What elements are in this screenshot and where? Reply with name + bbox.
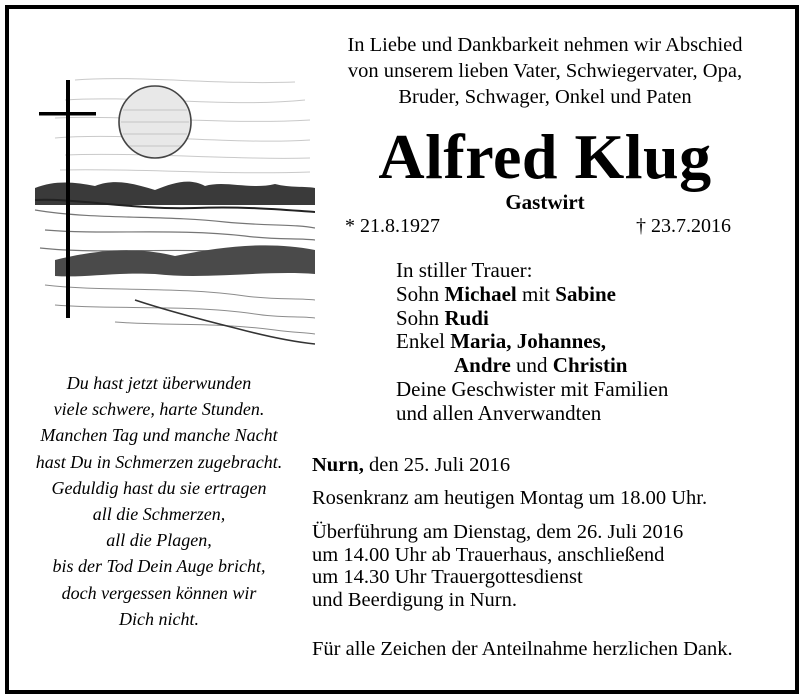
funeral-info [312,521,683,611]
funeral-line: Überführung am Dienstag, dem 26. Juli 2016 [312,521,684,543]
poem-line: hast Du in Schmerzen zugebracht. [35,451,283,472]
deceased-occupation: Gastwirt [505,190,585,214]
poem-line: Du hast jetzt überwunden [66,373,252,393]
funeral-line: um 14.30 Uhr Trauergottesdienst [312,566,583,588]
connector: mit [522,281,551,306]
mourner-line: Deine Geschwister mit Familien [396,376,669,401]
poem [14,370,304,632]
intro-line: In Liebe und Dankbarkeit nehmen wir Abschied [347,34,743,56]
mourners-list [396,259,668,426]
mourner-line: und allen Anverwandten [396,400,602,425]
mourner-name: Andre [454,353,511,378]
place-date [312,454,510,477]
relation-label: Sohn [396,281,440,306]
poem-line: doch vergessen können wir [61,582,257,603]
poem-line: Geduldig hast du sie ertragen [51,477,267,498]
mourner-line [396,354,668,378]
intro-text [310,32,780,110]
intro-line: von unserem lieben Vater, Schwiegervater, Opa, [347,60,743,82]
deceased-name: Alfred Klug [378,121,712,192]
thanks-text: Für alle Zeichen der Anteilnahme herzlichen Dank. [312,638,733,660]
mourner-name: Rudi [444,305,489,330]
poem-line: Dich nicht. [119,608,199,629]
relation-label: Enkel [396,329,445,354]
birth-date: * 21.8.1927 [345,215,440,237]
intro-line: Bruder, Schwager, Onkel und Paten [398,86,692,108]
mourner-name: Michael [444,281,517,306]
connector: und [516,353,548,378]
funeral-line: und Beerdigung in Nurn. [312,588,517,611]
mourner-name: Christin [552,353,628,378]
poem-line: all die Schmerzen, [92,504,226,525]
mourner-name: Maria, Johannes, [450,329,606,354]
notice-date: den 25. Juli 2016 [368,454,511,476]
mourners-heading: In stiller Trauer: [396,258,533,282]
mourner-line [396,307,668,331]
place-name: Nurn, [312,454,364,476]
mourner-line [396,283,668,307]
mourner-name: Sabine [555,281,616,306]
death-date: † 23.7.2016 [636,215,731,237]
cross-landscape-moon-icon [15,60,315,360]
cross-icon [66,80,70,318]
poem-line: Manchen Tag und manche Nacht [40,425,278,446]
poem-line: viele schwere, harte Stunden. [53,399,265,420]
poem-line: bis der Tod Dein Auge bricht, [52,556,266,577]
mourner-line [396,330,668,354]
funeral-line: um 14.00 Uhr ab Trauerhaus, anschließend [312,543,665,566]
rosary-info: Rosenkranz am heutigen Montag um 18.00 Uhr. [312,487,708,509]
relation-label: Sohn [396,305,440,330]
poem-line: all die Plagen, [106,530,212,551]
